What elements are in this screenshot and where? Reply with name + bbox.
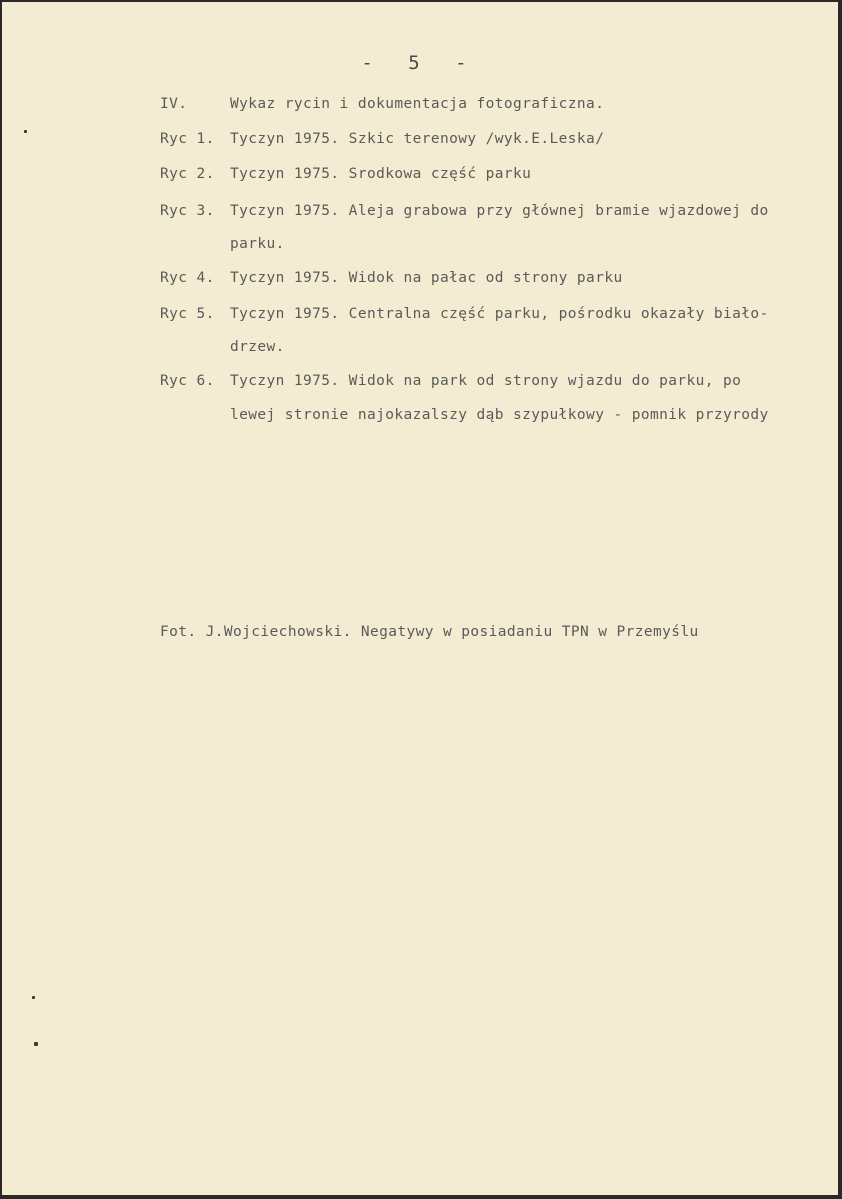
figure-entry-5 (160, 298, 769, 331)
figure-entry-4 (160, 262, 623, 295)
section-label: IV. (160, 96, 188, 112)
figure-entry-1 (160, 123, 604, 156)
figure-caption: Tyczyn 1975. Widok na pałac od strony parku (230, 270, 623, 286)
figure-entry-6 (160, 365, 741, 398)
photo-credit: Fot. J.Wojciechowski. Negatywy w posiadaniu TPN w Przemyślu (160, 624, 699, 640)
figure-caption-continuation: parku. (230, 236, 285, 252)
figure-caption: Tyczyn 1975. Centralna część parku, pośrodku okazały biało- (230, 306, 769, 322)
section-title: Wykaz rycin i dokumentacja fotograficzna. (230, 96, 605, 112)
figure-label: Ryc 3. (160, 203, 215, 219)
figure-caption: Tyczyn 1975. Widok na park od strony wjazdu do parku, po (230, 373, 742, 389)
paper-speck (34, 1042, 38, 1046)
figure-label: Ryc 1. (160, 131, 215, 147)
page-number: - 5 - (361, 52, 479, 74)
document-page (2, 2, 838, 1195)
figure-caption: Tyczyn 1975. Szkic terenowy /wyk.E.Leska/ (230, 131, 605, 147)
figure-caption-continuation: drzew. (230, 339, 285, 355)
figure-label: Ryc 5. (160, 306, 215, 322)
figure-label: Ryc 6. (160, 373, 215, 389)
paper-speck (24, 130, 27, 133)
figure-label: Ryc 2. (160, 166, 215, 182)
figure-entry-2 (160, 158, 531, 191)
paper-speck (32, 996, 35, 999)
section-heading (160, 88, 604, 121)
figure-caption-continuation: lewej stronie najokazalszy dąb szypułkowy - pomnik przyrody (230, 407, 769, 423)
figure-caption: Tyczyn 1975. Srodkowa część parku (230, 166, 532, 182)
figure-label: Ryc 4. (160, 270, 215, 286)
figure-caption: Tyczyn 1975. Aleja grabowa przy głównej bramie wjazdowej do (230, 203, 769, 219)
figure-entry-3 (160, 195, 769, 228)
